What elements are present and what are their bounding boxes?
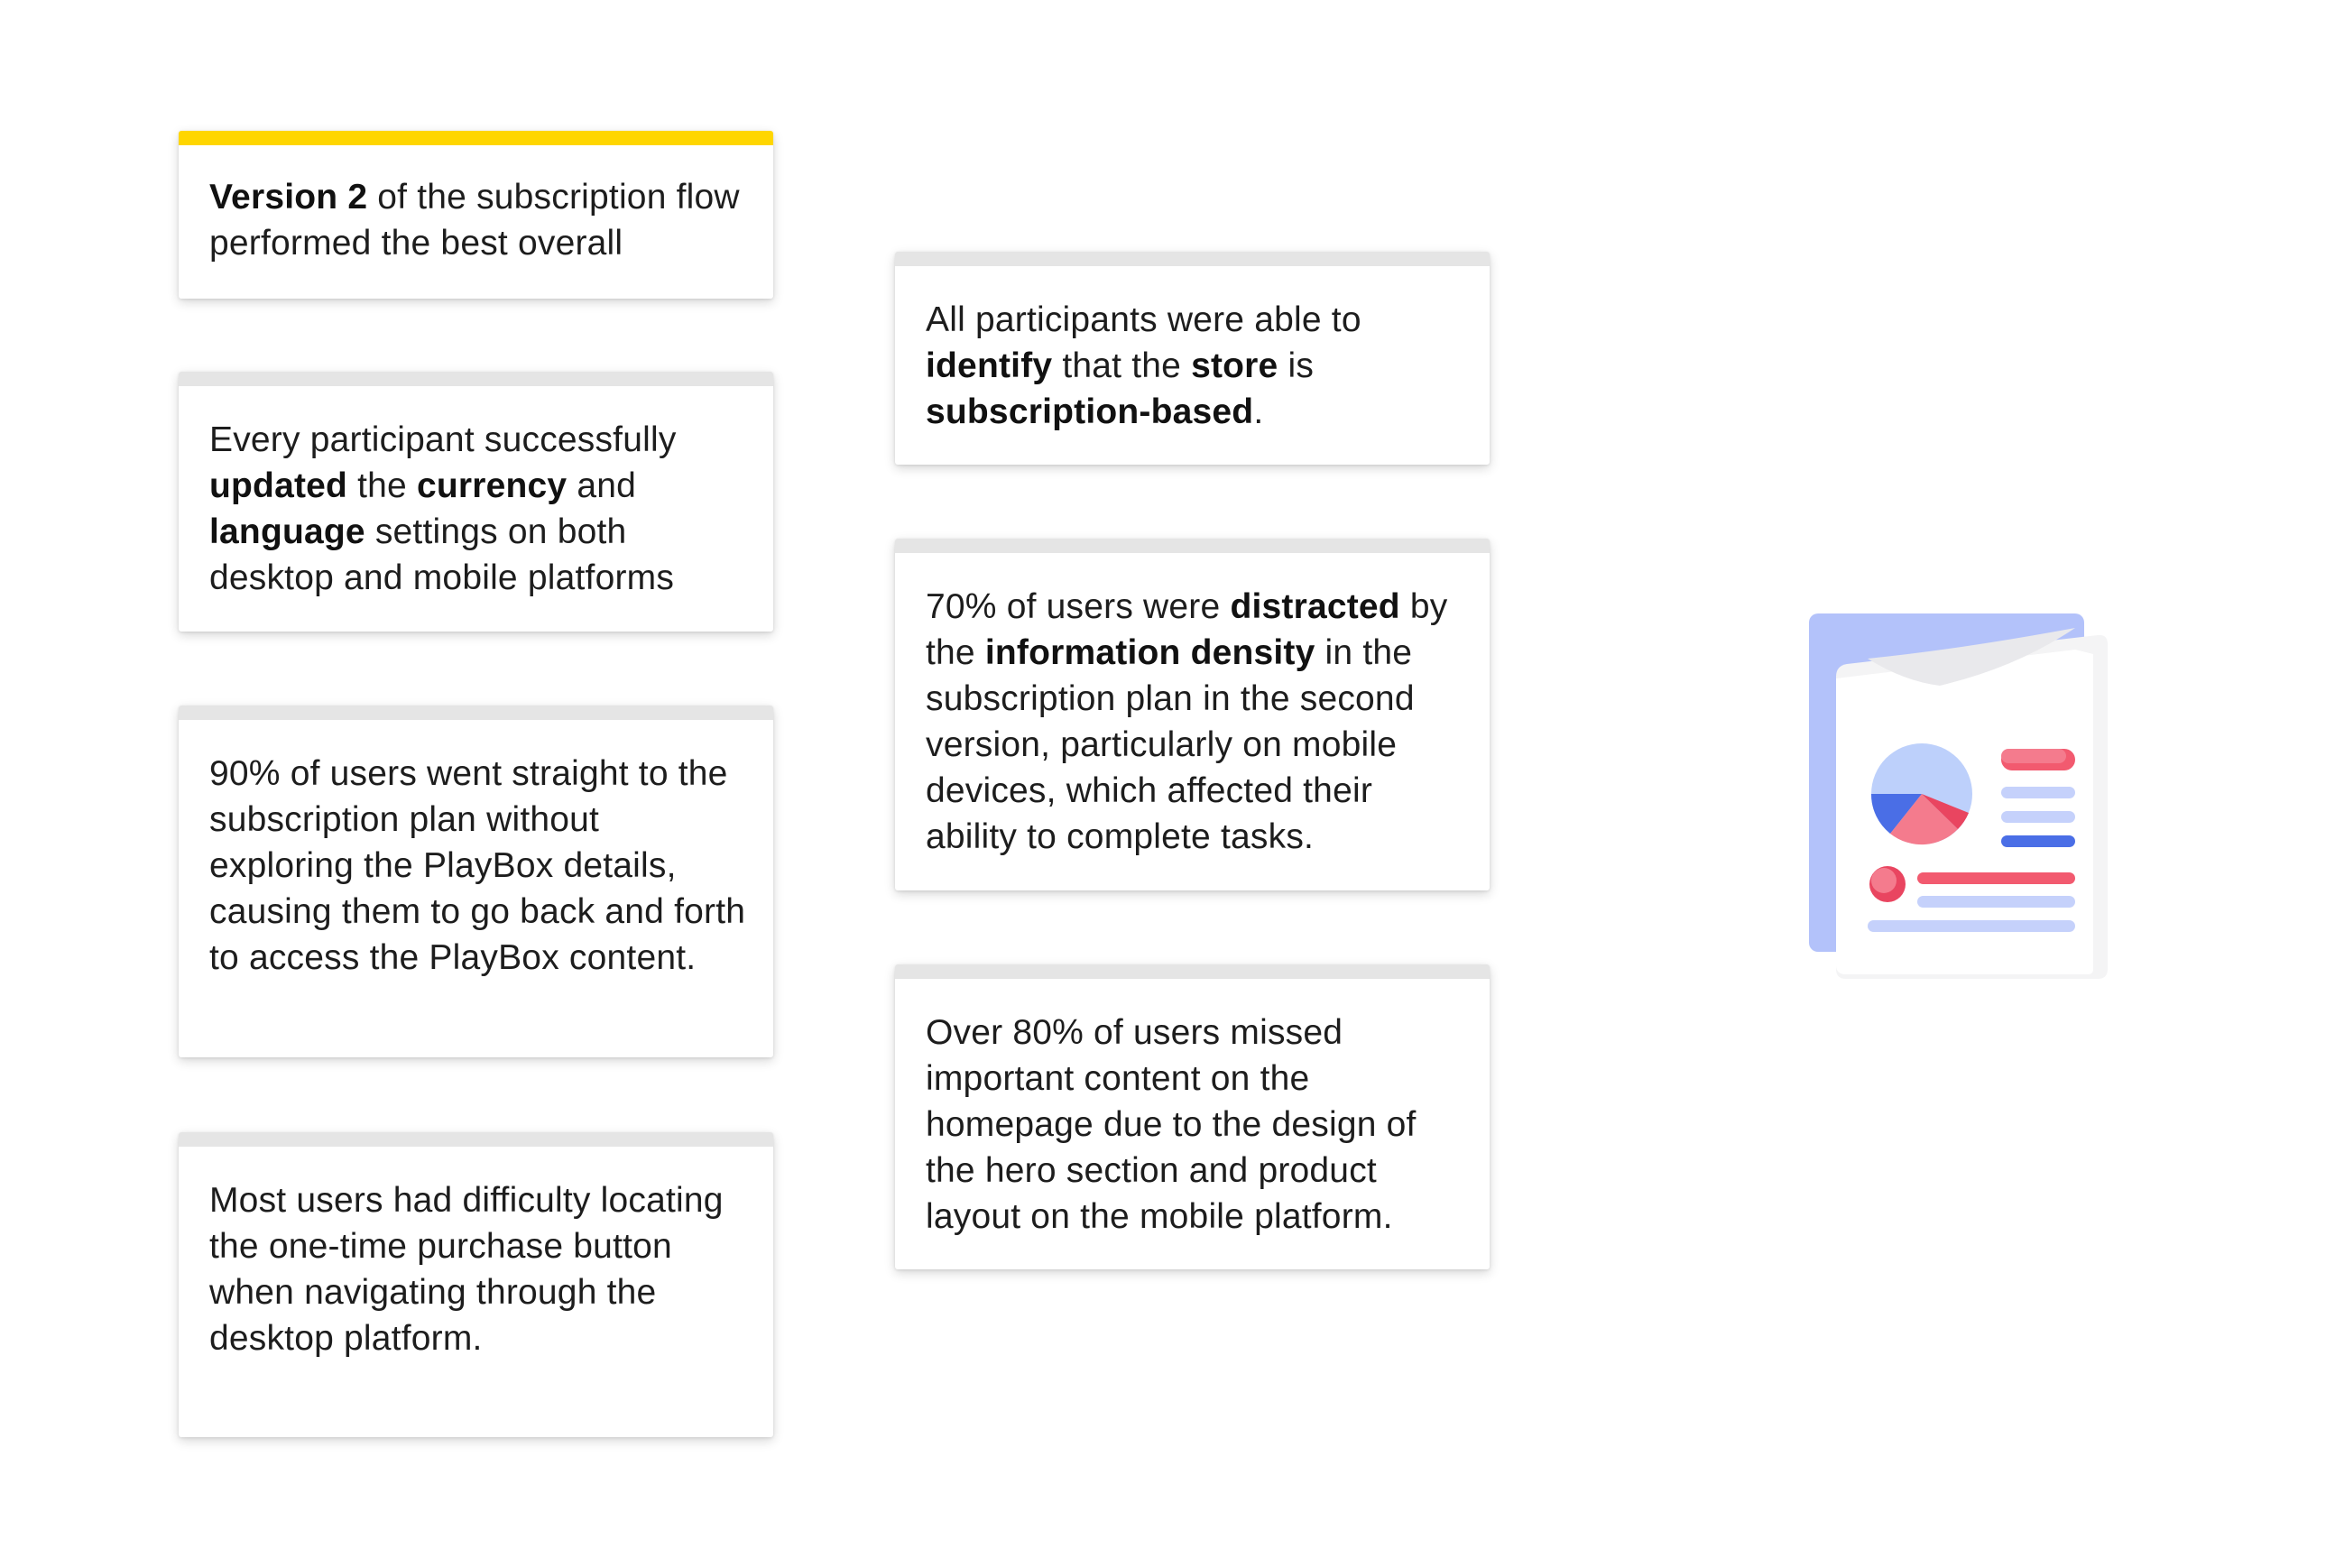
body-text: by the — [926, 587, 1448, 672]
body-text: Most users had difficulty locating the one-time purchase button when navigating through the desktop platform. — [209, 1181, 724, 1358]
card-top-bar — [179, 706, 773, 720]
body-text: the — [347, 466, 417, 505]
card-top-bar — [179, 1132, 773, 1147]
card-accent-bar — [179, 131, 773, 145]
finding-card-information-density — [895, 539, 1490, 890]
body-text: 90% of users went straight to the subscription plan without exploring the PlayBox details, causing them to go back and forth to access the PlayBox content. — [209, 754, 746, 977]
body-text: 70% of users were — [926, 587, 1231, 626]
card-top-bar — [895, 252, 1490, 266]
body-text: . — [1253, 392, 1264, 431]
finding-text — [209, 417, 746, 601]
finding-card-homepage-content — [895, 964, 1490, 1269]
emphasis-text: identify — [926, 346, 1053, 385]
emphasis-text: Version 2 — [209, 178, 368, 217]
body-text: All participants were able to — [926, 300, 1361, 339]
finding-card-subscription-plan — [179, 706, 773, 1057]
finding-card-version-2 — [179, 131, 773, 299]
finding-text — [209, 174, 746, 266]
emphasis-text: updated — [209, 466, 348, 505]
body-text: is — [1278, 346, 1315, 385]
body-text: settings on both desktop and mobile platforms — [209, 512, 675, 597]
finding-card-store-identity — [895, 252, 1490, 465]
finding-text — [926, 1010, 1463, 1240]
card-top-bar — [179, 372, 773, 386]
emphasis-text: store — [1191, 346, 1278, 385]
finding-text — [926, 297, 1463, 435]
body-text: in the subscription plan in the second version, particularly on mobile devices, which affected their ability to complete tasks. — [926, 633, 1415, 856]
finding-card-currency-language — [179, 372, 773, 632]
body-text: Every participant successfully — [209, 420, 677, 459]
card-top-bar — [895, 964, 1490, 979]
emphasis-text: information density — [984, 633, 1315, 672]
finding-text — [926, 584, 1463, 860]
body-text: of the subscription flow performed the best overall — [209, 178, 740, 263]
emphasis-text: currency — [416, 466, 568, 505]
body-text: and — [567, 466, 637, 505]
body-text: that the — [1052, 346, 1192, 385]
card-top-bar — [895, 539, 1490, 553]
emphasis-text: subscription-based — [926, 392, 1254, 431]
finding-text — [209, 1177, 746, 1361]
body-text: Over 80% of users missed important content on the homepage due to the design of the hero section and product layout on the mobile platform. — [926, 1013, 1417, 1236]
emphasis-text: distracted — [1230, 587, 1400, 626]
report-document-icon — [1804, 613, 2116, 979]
emphasis-text: language — [209, 512, 365, 551]
finding-card-one-time-purchase — [179, 1132, 773, 1437]
finding-text — [209, 751, 746, 981]
